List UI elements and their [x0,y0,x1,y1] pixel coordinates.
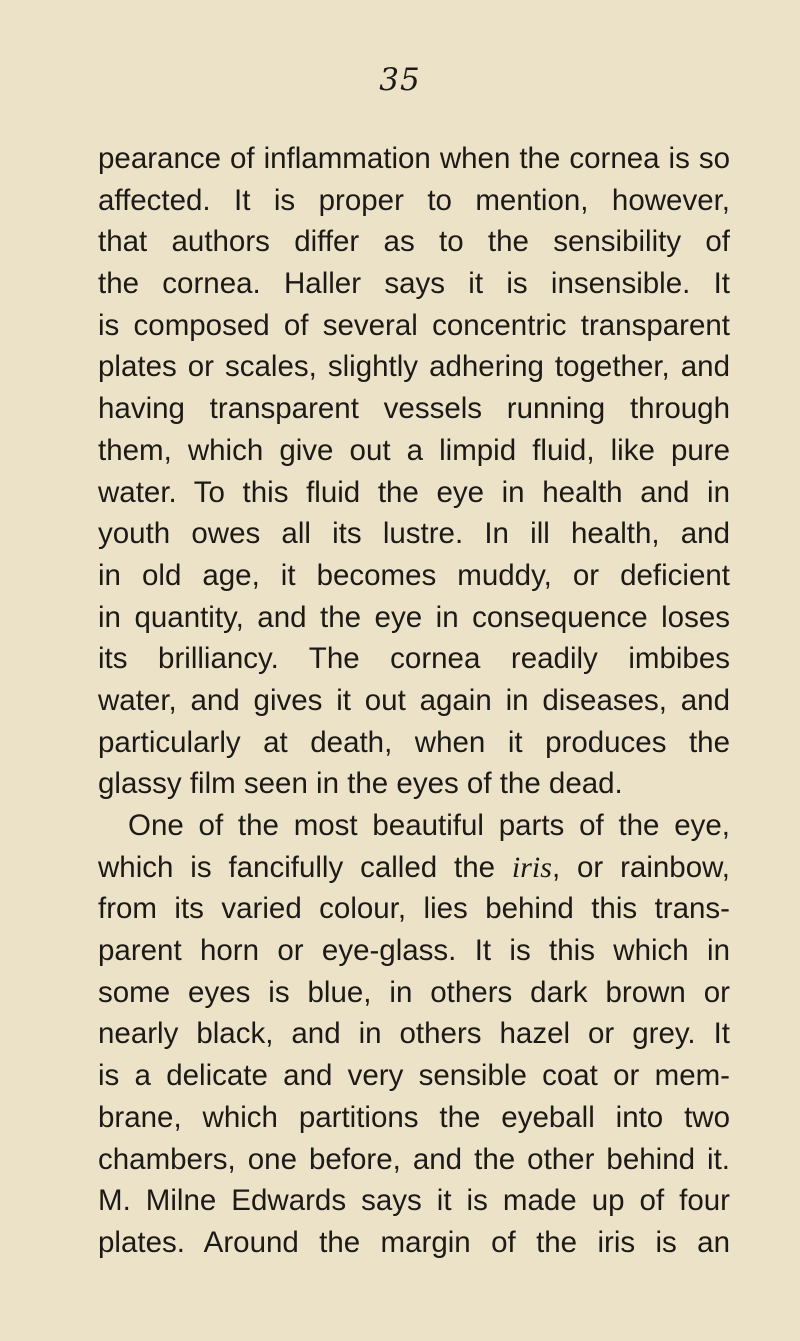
text-line: in old age, it becomes muddy, or deficient [98,558,730,592]
text-line-with-italic [98,847,730,889]
text-line: plates. Around the margin of the iris is an [98,1225,730,1259]
text-line: particularly at death, when it produces the [98,725,730,759]
text-line: some eyes is blue, in others dark brown or [98,975,730,1009]
text-line: water. To this fluid the eye in health and in [98,475,730,509]
text-line: M. Milne Edwards says it is made up of four [98,1184,730,1218]
text-line: its brilliancy. The cornea readily imbibes [98,642,730,676]
text-line: chambers, one before, and the other behind it. [98,1142,730,1176]
text-line: brane, which partitions the eyeball into two [98,1100,730,1134]
text-line: in quantity, and the eye in consequence loses [98,600,730,634]
text-line: water, and gives it out again in diseases, and [98,683,730,717]
page-number: 35 [379,62,421,98]
text-segment: , or rainbow, [551,850,730,884]
text-line: is a delicate and very sensible coat or mem- [98,1059,730,1093]
text-line-paragraph-end: glassy film seen in the eyes of the dead. [98,767,623,801]
body-text [98,138,730,1264]
text-line: pearance of inflammation when the cornea is so [98,142,730,175]
text-line: nearly black, and in others hazel or grey. It [98,1017,730,1051]
text-line: from its varied colour, lies behind this trans- [98,892,730,926]
text-line: affected. It is proper to mention, however, [98,183,730,217]
text-line-paragraph-start: One of the most beautiful parts of the eye, [128,809,730,842]
text-line: them, which give out a limpid fluid, like pure [98,433,730,467]
text-line: is composed of several concentric transparent [98,308,730,342]
text-line: that authors differ as to the sensibility of [98,225,730,259]
text-line: youth owes all its lustre. In ill health, and [98,517,730,551]
text-line: having transparent vessels running through [98,392,730,426]
text-line: parent horn or eye-glass. It is this which in [98,934,730,968]
text-line: the cornea. Haller says it is insensible. It [98,267,730,301]
italic-term: iris [511,850,552,884]
text-line: plates or scales, slightly adhering together, and [98,350,730,384]
text-segment: which is fancifully called the [98,850,512,884]
